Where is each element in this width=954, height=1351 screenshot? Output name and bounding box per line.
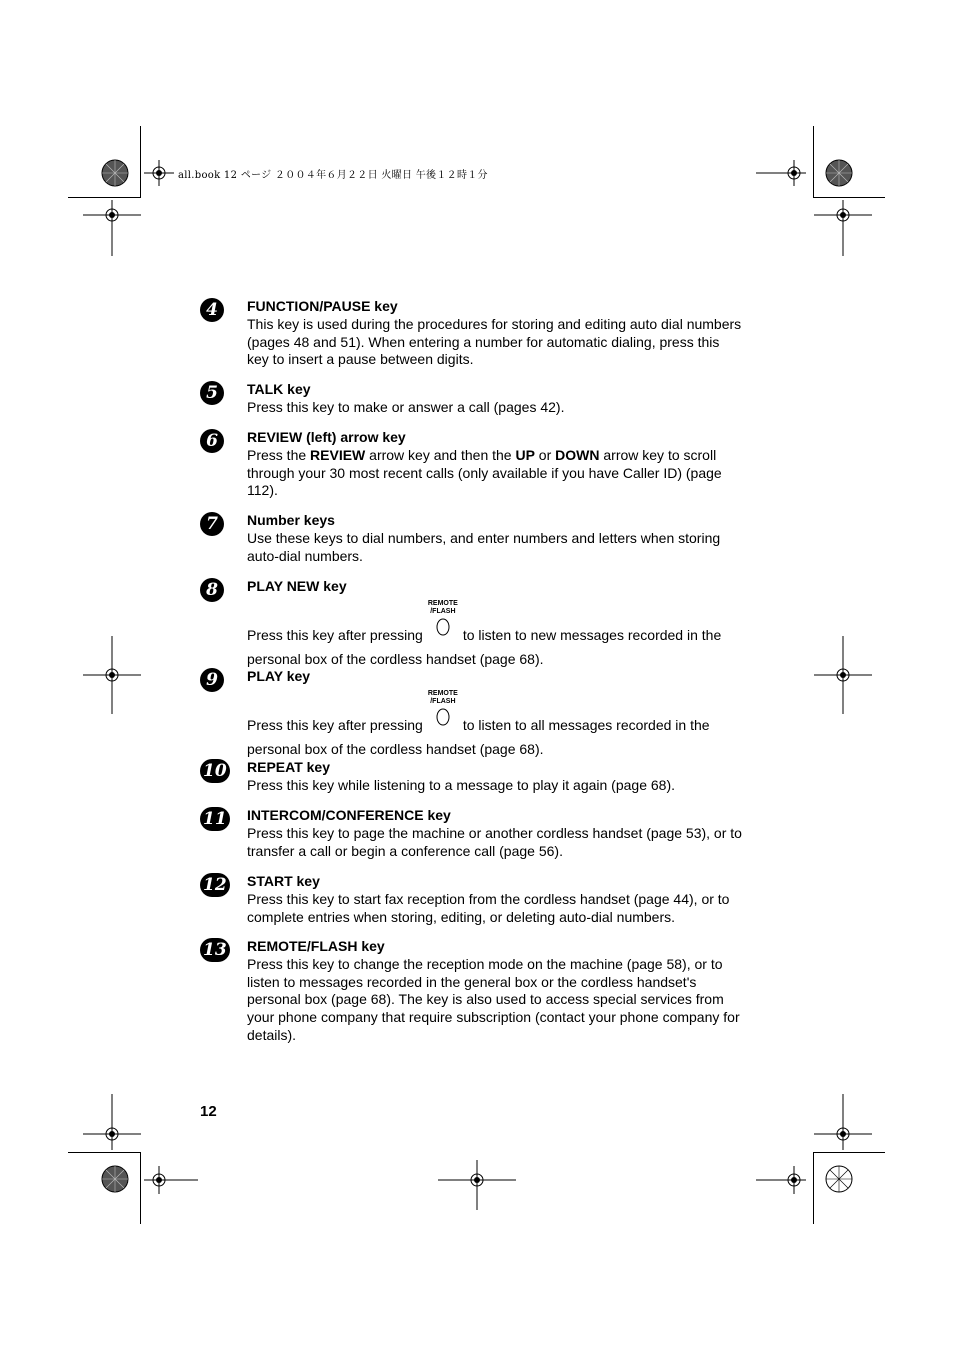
entry-text: Press this key after pressing REMOTE /FLASH to listen to all messages recorded in the personal box of the cordless handset (page 68).	[247, 689, 710, 757]
entry-title: REMOTE/FLASH key	[247, 938, 385, 954]
entry-title: REPEAT key	[247, 759, 330, 775]
color-wheel-icon	[100, 158, 130, 188]
color-wheel-icon	[824, 1164, 854, 1194]
registration-mark-icon	[814, 636, 872, 714]
remote-flash-key-icon: REMOTE /FLASH	[427, 614, 459, 646]
entry-text: Press this key to page the machine or another cordless handset (page 53), or to transfer a call or begin a conference call (page 56).	[247, 824, 742, 859]
entry-text: Press this key to make or answer a call (pages 42).	[247, 398, 565, 415]
entry-title: PLAY key	[247, 668, 311, 684]
entry-title: Number keys	[247, 512, 335, 528]
entry-text: Press this key after pressing REMOTE /FLASH to listen to new messages recorded in the personal box of the cordless handset (page 68).	[247, 599, 722, 667]
entry-title: REVIEW (left) arrow key	[247, 429, 406, 445]
registration-mark-icon	[814, 1094, 872, 1150]
color-wheel-icon	[824, 158, 854, 188]
entry-number: 8	[200, 578, 224, 602]
print-header: all.book 12 ページ ２００４年６月２２日 火曜日 午後１２時１分	[178, 170, 488, 181]
crop-mark	[140, 126, 141, 198]
entry-number: 9	[200, 668, 224, 692]
entry-play	[200, 668, 745, 761]
entry-title: TALK key	[247, 381, 311, 397]
crop-mark	[813, 126, 814, 198]
entry-intercom	[200, 807, 745, 860]
entry-talk	[200, 381, 745, 417]
crop-mark	[813, 1152, 885, 1153]
registration-mark-icon	[756, 160, 806, 186]
entry-text: This key is used during the procedures for storing and editing auto dial numbers (pages 48 and 51). When entering a number for automatic dialing, press this key to insert a pause between digits.	[247, 315, 742, 368]
remote-flash-key-icon: REMOTE /FLASH	[427, 704, 459, 736]
entry-repeat	[200, 759, 745, 795]
entry-text: Press this key to start fax reception from the cordless handset (page 44), or to complete entries when storing, editing, or deleting auto-dial numbers.	[247, 890, 730, 925]
crop-mark	[813, 1152, 814, 1224]
crop-mark	[813, 197, 885, 198]
crop-mark	[140, 1152, 141, 1224]
entry-number: 13	[200, 938, 230, 962]
entry-text: Press this key while listening to a message to play it again (page 68).	[247, 776, 676, 793]
page-number: 12	[200, 1103, 217, 1120]
entry-title: START key	[247, 873, 320, 889]
entry-text: Press this key to change the reception mode on the machine (page 58), or to listen to messages recorded in the general box or the cordless handset's personal box (page 68). The key is also used to access special services from your phone company that require subscription (contact your phone company for details).	[247, 955, 740, 1043]
entry-text: Press the REVIEW arrow key and then the UP or DOWN arrow key to scroll through your 30 most recent calls (only available if you have Caller ID) (page 112).	[247, 446, 722, 499]
entry-number: 10	[200, 759, 230, 783]
entry-start	[200, 873, 745, 926]
entry-review	[200, 429, 745, 500]
entry-number: 12	[200, 873, 230, 897]
entry-number: 11	[200, 807, 230, 831]
entry-number: 6	[200, 429, 224, 453]
registration-mark-icon	[83, 636, 141, 714]
entry-play-new	[200, 578, 745, 671]
color-wheel-icon	[100, 1164, 130, 1194]
registration-mark-icon	[756, 1166, 806, 1194]
entry-title: FUNCTION/PAUSE key	[247, 298, 398, 314]
entry-remote-flash	[200, 938, 745, 1045]
entry-title: PLAY NEW key	[247, 578, 347, 594]
entry-number: 7	[200, 512, 224, 536]
registration-mark-icon	[83, 1094, 141, 1150]
registration-mark-icon	[814, 200, 872, 256]
entry-number: 5	[200, 381, 224, 405]
entry-function-pause	[200, 298, 745, 369]
registration-mark-icon	[144, 160, 174, 186]
registration-mark-icon	[144, 1166, 198, 1194]
registration-mark-icon	[83, 200, 141, 256]
entry-title: INTERCOM/CONFERENCE key	[247, 807, 451, 823]
entry-number: 4	[200, 298, 224, 322]
entry-text: Use these keys to dial numbers, and enter numbers and letters when storing auto-dial numbers.	[247, 529, 721, 564]
entry-number-keys	[200, 512, 745, 565]
crop-mark	[68, 197, 140, 198]
registration-mark-icon	[438, 1160, 516, 1210]
crop-mark	[68, 1152, 140, 1153]
